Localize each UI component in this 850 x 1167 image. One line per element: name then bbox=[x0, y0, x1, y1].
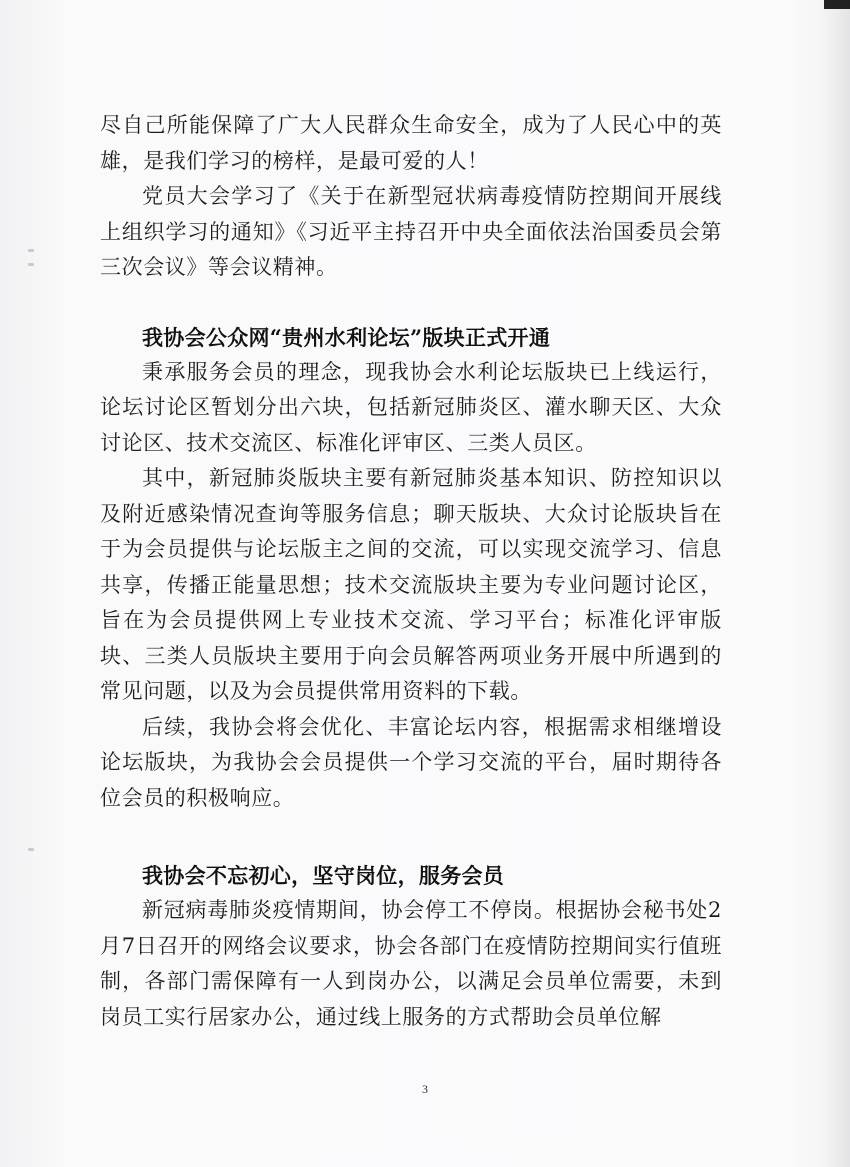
scan-edge-shadow bbox=[824, 0, 850, 1167]
section-heading-service: 我协会不忘初心，坚守岗位，服务会员 bbox=[142, 863, 505, 888]
page-number: 3 bbox=[422, 1082, 428, 1096]
paragraph: 新冠病毒肺炎疫情期间，协会停工不停岗。根据协会秘书处2月7日召开的网络会议要求，协会各部门在疫情防控期间实行值班制，各部门需保障有一人到岗办公，以满足会员单位需要，未到岗员工实行居家办公，通过线上服务的方式帮助会员单位解 bbox=[100, 898, 722, 1029]
paragraph: 尽自己所能保障了广大人民群众生命安全，成为了人民心中的英雄，是我们学习的榜样，是最可爱的人！ bbox=[100, 113, 722, 173]
binding-mark bbox=[28, 848, 34, 851]
binding-mark bbox=[28, 263, 34, 266]
paragraph: 其中，新冠肺炎版块主要有新冠肺炎基本知识、防控知识以及附近感染情况查询等服务信息；聊天版块、大众讨论版块旨在于为会员提供与论坛版主之间的交流，可以实现交流学习、信息共享，传播正能量思想；技术交流版块主要为专业问题讨论区，旨在为会员提供网上专业技术交流、学习平台；标准化评审版块、三类人员版块主要用于向会员解答两项业务开展中所遇到的常见问题，以及为会员提供常用资料的下载。 bbox=[100, 466, 722, 703]
section-heading-forum: 我协会公众网“贵州水利论坛”版块正式开通 bbox=[142, 324, 551, 350]
paragraph: 党员大会学习了《关于在新型冠状病毒疫情防控期间开展线上组织学习的通知》《习近平主持召开中央全面依法治国委员会第三次会议》等会议精神。 bbox=[100, 184, 722, 279]
document-body bbox=[100, 108, 722, 1035]
paragraph: 后续，我协会将会优化、丰富论坛内容，根据需求相继增设论坛版块，为我协会会员提供一个学习交流的平台，届时期待各位会员的积极响应。 bbox=[100, 714, 722, 810]
binding-mark bbox=[28, 249, 34, 252]
paragraph: 秉承服务会员的理念，现我协会水利论坛版块已上线运行，论坛讨论区暂划分出六块，包括新冠肺炎区、灌水聊天区、大众讨论区、技术交流区、标准化评审区、三类人员区。 bbox=[100, 359, 722, 455]
